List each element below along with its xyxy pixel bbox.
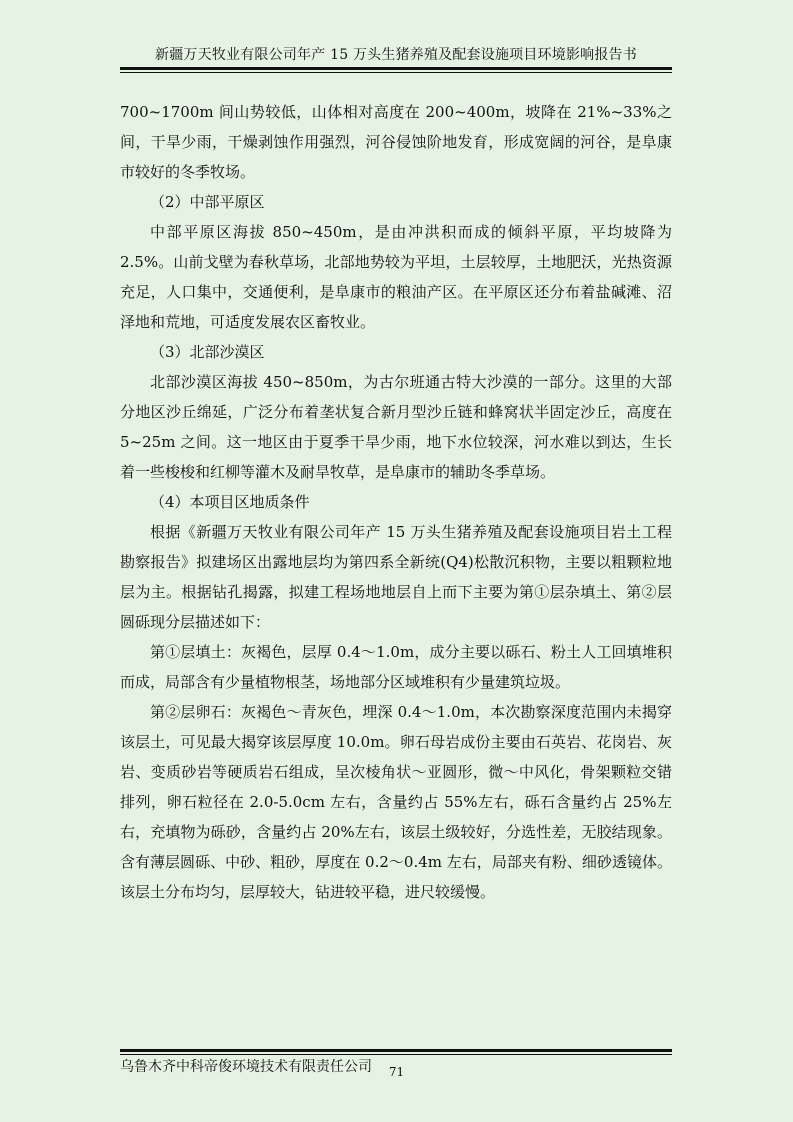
paragraph-geology-report: 根据《新疆万天牧业有限公司年产 15 万头生猪养殖及配套设施项目岩土工程勘察报告》拟建场区出露地层均为第四系全新统(Q4)松散沉积物，主要以粗颗粒地层为主。根据钻孔揭露，拟建工程场地地层自上而下主要为第①层杂填土、第②层圆砾现分层描述如下： [120,523,672,631]
section-heading-geology: （4）本项目区地质条件 [150,493,310,511]
footer-rule-thin [120,1054,672,1055]
paragraph-layer-1-fill: 第①层填土：灰褐色，层厚 0.4～1.0m，成分主要以砾石、粉土人工回填堆积而成，局部含有少量植物根茎，场地部分区域堆积有少量建筑垃圾。 [120,643,672,691]
page-header-title: 新疆万天牧业有限公司年产 15 万头生猪养殖及配套设施项目环境影响报告书 [155,47,637,63]
footer-rule-thick [120,1049,672,1052]
document-body [120,97,672,907]
header-rule-thick [120,67,672,70]
paragraph-central-plain: 中部平原区海拔 850~450m，是由冲洪积而成的倾斜平原，平均坡降为 2.5%。山前戈壁为春秋草场，北部地势较为平坦，土层较厚，土地肥沃，光热资源充足，人口集中，交通便利，是阜康市的粮油产区。在平原区还分布着盐碱滩、沼泽地和荒地，可适度发展农区畜牧业。 [120,223,672,331]
footer-company-name: 乌鲁木齐中科帝俊环境技术有限责任公司 [120,1059,372,1075]
paragraph-mountain-continuation: 700~1700m 间山势较低，山体相对高度在 200~400m，坡降在 21%~33%之间，干旱少雨，干燥剥蚀作用强烈，河谷侵蚀阶地发育，形成宽阔的河谷，是阜康市较好的冬季牧场。 [120,103,672,181]
section-heading-northern-desert: （3）北部沙漠区 [150,343,265,361]
paragraph-layer-2-pebble: 第②层卵石：灰褐色～青灰色，埋深 0.4～1.0m，本次勘察深度范围内未揭穿该层土，可见最大揭穿该层厚度 10.0m。卵石母岩成份主要由石英岩、花岗岩、灰岩、变质砂岩等硬质岩石组成，呈次棱角状～亚圆形，微～中风化，骨架颗粒交错排列，卵石粒径在 2.0-5.0cm 左右，含量约占 55%左右，砾石含量约占 25%左右，充填物为砾砂，含量约占 20%左右，该层土级较好，分选性差，无胶结现象。含有薄层圆砾、中砂、粗砂，厚度在 0.2～0.4m 左右，局部夹有粉、细砂透镜体。该层土分布均匀，层厚较大，钻进较平稳，进尺较缓慢。 [120,703,672,901]
section-heading-central-plain: （2）中部平原区 [150,193,265,211]
paragraph-northern-desert: 北部沙漠区海拔 450~850m，为古尔班通古特大沙漠的一部分。这里的大部分地区沙丘绵延，广泛分布着垄状复合新月型沙丘链和蜂窝状半固定沙丘，高度在 5~25m 之间。这一地区由于夏季干旱少雨，地下水位较深，河水难以到达，生长着一些梭梭和红柳等灌木及耐旱牧草，是阜康市的辅助冬季草场。 [120,373,672,481]
page-number: 71 [388,1065,405,1079]
header-rule-thin [120,72,672,73]
